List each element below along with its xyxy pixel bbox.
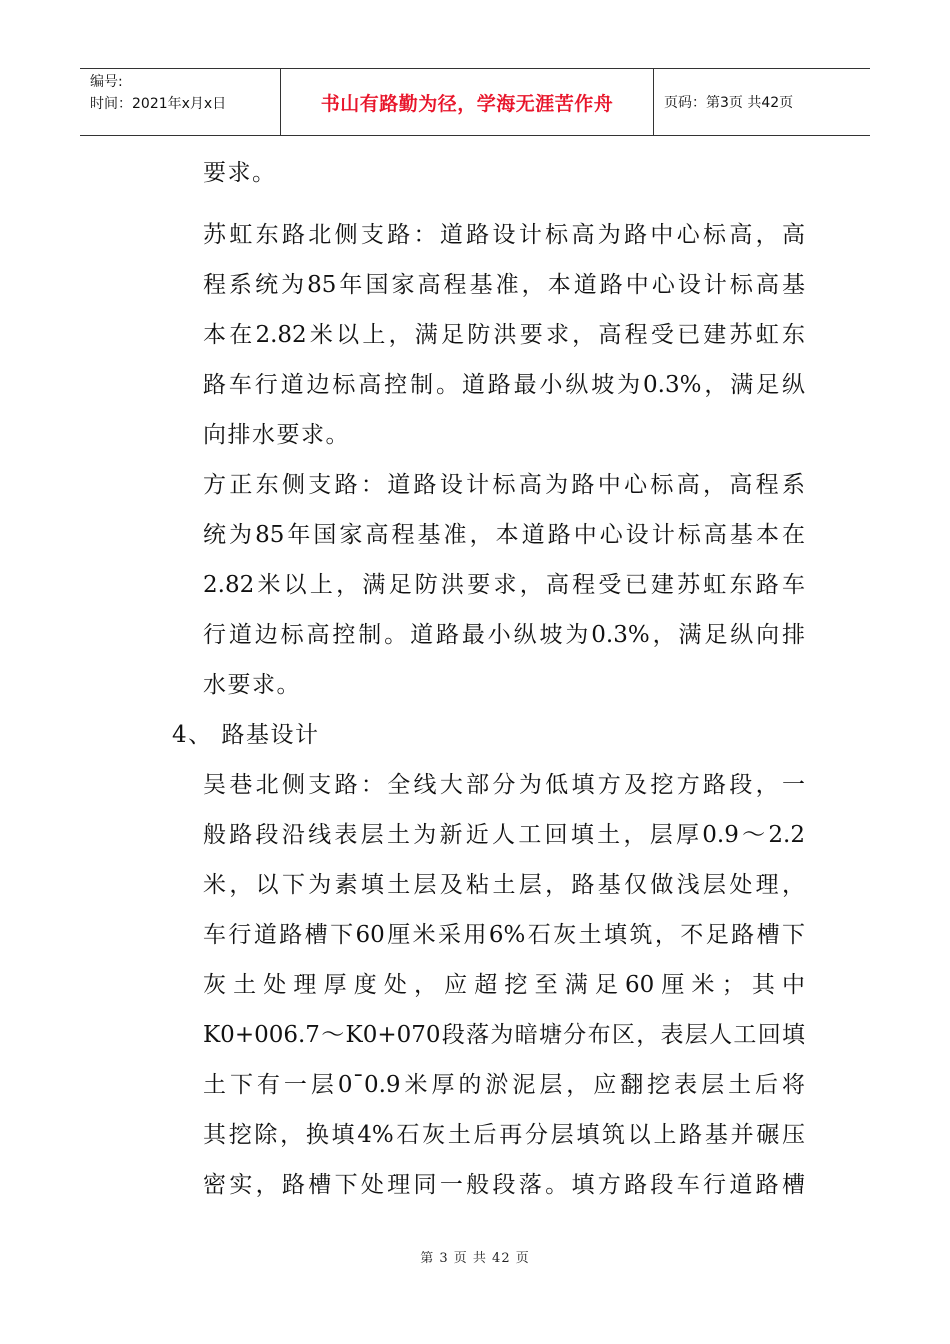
body-line: 要求。 xyxy=(203,160,277,186)
section-heading: 4、 路基设计 xyxy=(172,722,320,748)
document-number-label: 编号: xyxy=(90,74,123,90)
body-line: 米，以下为素填土层及粘土层，路基仅做浅层处理， xyxy=(203,872,805,898)
body-line: 2.82米以上，满足防洪要求，高程受已建苏虹东路车 xyxy=(203,572,805,598)
header-motto: 书山有路勤为径，学海无涯苦作舟 xyxy=(281,69,654,135)
body-line: 灰土处理厚度处，应超挖至满足60厘米；其中 xyxy=(203,972,805,998)
body-line: 程系统为85年国家高程基准，本道路中心设计标高基 xyxy=(203,272,805,298)
body-line: 苏虹东路北侧支路：道路设计标高为路中心标高，高 xyxy=(203,222,805,248)
body-line: 其挖除，换填4%石灰土后再分层填筑以上路基并碾压 xyxy=(203,1122,805,1148)
page-header xyxy=(80,68,870,136)
body-line: 统为85年国家高程基准，本道路中心设计标高基本在 xyxy=(203,522,805,548)
body-line: 吴巷北侧支路：全线大部分为低填方及挖方路段，一 xyxy=(203,772,805,798)
page-footer: 第 3 页 共 42 页 xyxy=(420,1251,530,1266)
body-line: 车行道路槽下60厘米采用6%石灰土填筑，不足路槽下 xyxy=(203,922,805,948)
body-line: 路车行道边标高控制。道路最小纵坡为0.3%，满足纵 xyxy=(203,372,805,398)
body-line: 水要求。 xyxy=(203,672,301,698)
body-line: 土下有一层0¯0.9米厚的淤泥层，应翻挖表层土后将 xyxy=(203,1072,805,1098)
header-meta xyxy=(80,69,281,135)
body-line: 方正东侧支路：道路设计标高为路中心标高，高程系 xyxy=(203,472,805,498)
body-line: 行道边标高控制。道路最小纵坡为0.3%，满足纵向排 xyxy=(203,622,805,648)
body-line: 本在2.82米以上，满足防洪要求，高程受已建苏虹东 xyxy=(203,322,805,348)
body-line: 般路段沿线表层土为新近人工回填土，层厚0.9～2.2 xyxy=(203,822,805,848)
header-page-info: 页码：第3页 共42页 xyxy=(664,95,794,111)
document-date: 时间：2021年x月x日 xyxy=(90,96,227,112)
body-line: 向排水要求。 xyxy=(203,422,350,448)
body-line: 密实，路槽下处理同一般段落。填方路段车行道路槽 xyxy=(203,1172,805,1198)
body-line: K0+006.7～K0+070段落为暗塘分布区，表层人工回填 xyxy=(203,1022,805,1048)
